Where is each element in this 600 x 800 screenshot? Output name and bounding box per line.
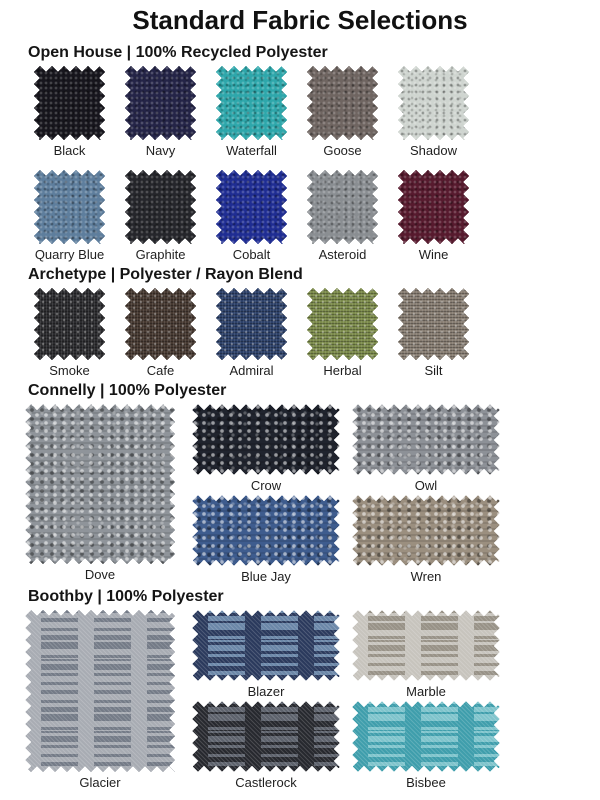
swatch-cafe bbox=[115, 288, 206, 378]
swatch-bisbee bbox=[348, 701, 504, 790]
fabric-sample bbox=[216, 288, 288, 360]
swatch-label: Blue Jay bbox=[241, 568, 291, 584]
fabric-texture bbox=[307, 170, 379, 244]
swatch-navy bbox=[115, 66, 206, 158]
connelly-wide-grid bbox=[188, 404, 504, 584]
fabric-sample bbox=[125, 66, 197, 140]
swatch-owl bbox=[348, 404, 504, 493]
swatch-label: Admiral bbox=[229, 362, 274, 378]
fabric-sample bbox=[125, 170, 197, 244]
swatch-blue-jay bbox=[188, 495, 344, 584]
fabric-texture bbox=[216, 288, 288, 360]
archetype-swatch-grid bbox=[24, 288, 600, 378]
swatch-label: Asteroid bbox=[318, 246, 367, 262]
swatch-label: Quarry Blue bbox=[34, 246, 105, 262]
section-heading-open-house: Open House | 100% Recycled Polyester bbox=[28, 43, 328, 61]
fabric-sample bbox=[398, 170, 470, 244]
section-heading-connelly: Connelly | 100% Polyester bbox=[28, 381, 227, 399]
boothby-swatch-group bbox=[25, 610, 600, 790]
fabric-sample bbox=[34, 66, 106, 140]
fabric-texture bbox=[307, 288, 379, 360]
fabric-sample bbox=[192, 404, 340, 475]
fabric-texture bbox=[352, 404, 500, 475]
fabric-sample bbox=[352, 701, 500, 772]
swatch-label: Glacier bbox=[79, 774, 121, 790]
swatch-label: Crow bbox=[250, 477, 282, 493]
swatch-black bbox=[24, 66, 115, 158]
swatch-blazer bbox=[188, 610, 344, 699]
fabric-sample bbox=[398, 66, 470, 140]
fabric-texture bbox=[125, 66, 197, 140]
swatch-label: Dove bbox=[84, 566, 116, 582]
fabric-texture bbox=[352, 701, 500, 772]
fabric-sample bbox=[307, 170, 379, 244]
swatch-label: Goose bbox=[323, 142, 362, 158]
swatch-wine bbox=[388, 170, 479, 262]
swatch-shadow bbox=[388, 66, 479, 158]
fabric-texture bbox=[192, 701, 340, 772]
fabric-texture bbox=[398, 288, 470, 360]
swatch-silt bbox=[388, 288, 479, 378]
swatch-label: Bisbee bbox=[406, 774, 446, 790]
fabric-sample bbox=[125, 288, 197, 360]
fabric-texture bbox=[34, 288, 106, 360]
swatch-label: Castlerock bbox=[235, 774, 297, 790]
swatch-herbal bbox=[297, 288, 388, 378]
fabric-sample bbox=[216, 66, 288, 140]
fabric-texture bbox=[307, 66, 379, 140]
open-house-swatch-grid bbox=[24, 66, 600, 262]
swatch-castlerock bbox=[188, 701, 344, 790]
page-title: Standard Fabric Selections bbox=[132, 5, 468, 35]
swatch-label: Graphite bbox=[135, 246, 186, 262]
swatch-label: Marble bbox=[406, 683, 446, 699]
fabric-sample bbox=[192, 610, 340, 681]
swatch-dove bbox=[25, 404, 175, 582]
fabric-texture bbox=[25, 610, 175, 772]
fabric-texture bbox=[216, 170, 288, 244]
section-heading-boothby: Boothby | 100% Polyester bbox=[28, 587, 224, 605]
fabric-sample bbox=[192, 495, 340, 566]
fabric-texture bbox=[25, 404, 175, 564]
swatch-label: Owl bbox=[414, 477, 438, 493]
fabric-sample bbox=[307, 66, 379, 140]
fabric-texture bbox=[192, 610, 340, 681]
swatch-label: Cafe bbox=[146, 362, 175, 378]
swatch-glacier bbox=[25, 610, 175, 790]
fabric-sample bbox=[352, 495, 500, 566]
fabric-texture bbox=[125, 170, 197, 244]
swatch-label: Wren bbox=[410, 568, 442, 584]
fabric-texture bbox=[216, 66, 288, 140]
fabric-texture bbox=[34, 66, 106, 140]
fabric-texture bbox=[34, 170, 106, 244]
swatch-label: Navy bbox=[145, 142, 176, 158]
swatch-admiral bbox=[206, 288, 297, 378]
section-heading-archetype: Archetype | Polyester / Rayon Blend bbox=[28, 265, 303, 283]
swatch-label: Shadow bbox=[410, 142, 457, 158]
fabric-texture bbox=[352, 495, 500, 566]
boothby-wide-grid bbox=[188, 610, 504, 790]
swatch-label: Herbal bbox=[323, 362, 362, 378]
fabric-texture bbox=[398, 66, 470, 140]
fabric-texture bbox=[125, 288, 197, 360]
fabric-sample bbox=[192, 701, 340, 772]
fabric-sample bbox=[34, 170, 106, 244]
swatch-graphite bbox=[115, 170, 206, 262]
section-open-house bbox=[0, 44, 600, 262]
swatch-label: Smoke bbox=[49, 362, 90, 378]
fabric-texture bbox=[352, 610, 500, 681]
swatch-waterfall bbox=[206, 66, 297, 158]
section-boothby bbox=[0, 588, 600, 790]
fabric-sample bbox=[352, 404, 500, 475]
swatch-quarry-blue bbox=[24, 170, 115, 262]
swatch-label: Blazer bbox=[247, 683, 285, 699]
swatch-goose bbox=[297, 66, 388, 158]
section-archetype bbox=[0, 266, 600, 378]
fabric-texture bbox=[398, 170, 470, 244]
swatch-label: Waterfall bbox=[226, 142, 277, 158]
connelly-swatch-group bbox=[25, 404, 600, 584]
swatch-wren bbox=[348, 495, 504, 584]
swatch-label: Silt bbox=[424, 362, 443, 378]
fabric-texture bbox=[192, 404, 340, 475]
swatch-label: Black bbox=[53, 142, 86, 158]
fabric-sample bbox=[34, 288, 106, 360]
fabric-sample bbox=[25, 610, 175, 772]
fabric-sample bbox=[25, 404, 175, 564]
swatch-marble bbox=[348, 610, 504, 699]
fabric-sample bbox=[398, 288, 470, 360]
fabric-sample bbox=[307, 288, 379, 360]
swatch-smoke bbox=[24, 288, 115, 378]
swatch-label: Cobalt bbox=[232, 246, 271, 262]
section-connelly bbox=[0, 382, 600, 584]
swatch-crow bbox=[188, 404, 344, 493]
swatch-label: Wine bbox=[418, 246, 449, 262]
fabric-sample bbox=[352, 610, 500, 681]
swatch-cobalt bbox=[206, 170, 297, 262]
fabric-sample bbox=[216, 170, 288, 244]
swatch-asteroid bbox=[297, 170, 388, 262]
fabric-texture bbox=[192, 495, 340, 566]
